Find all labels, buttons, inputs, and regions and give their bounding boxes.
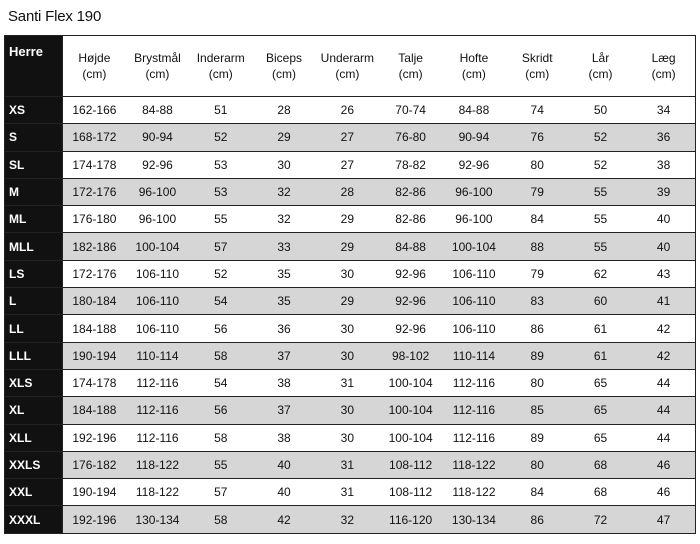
table-cell: 52 [189,260,252,287]
table-cell: 96-100 [126,178,189,205]
table-cell: 37 [252,342,315,369]
table-cell: 56 [189,397,252,424]
table-cell: 84-88 [379,233,442,260]
table-cell: 68 [569,479,632,506]
column-header [379,36,442,97]
size-label: MLL [5,233,63,260]
table-cell: 46 [632,451,695,478]
table-cell: 84 [506,479,569,506]
table-cell: 52 [189,124,252,151]
table-cell: 108-112 [379,479,442,506]
table-cell: 38 [632,151,695,178]
column-header [506,36,569,97]
table-cell: 61 [569,315,632,342]
column-header-unit: (cm) [335,67,360,81]
table-cell: 40 [252,451,315,478]
table-cell: 174-178 [63,369,126,396]
table-cell: 96-100 [442,178,505,205]
column-header [316,36,379,97]
table-row [5,342,696,369]
size-label: LS [5,260,63,287]
column-header-unit: (cm) [461,67,486,81]
table-cell: 55 [189,451,252,478]
header-row [5,36,696,97]
column-header-unit: (cm) [145,67,170,81]
table-cell: 44 [632,397,695,424]
table-cell: 37 [252,397,315,424]
size-chart-header [5,36,696,97]
table-cell: 100-104 [379,369,442,396]
table-cell: 62 [569,260,632,287]
table-cell: 118-122 [442,451,505,478]
size-label: XL [5,397,63,424]
table-cell: 172-176 [63,178,126,205]
table-cell: 40 [632,233,695,260]
table-cell: 53 [189,178,252,205]
table-cell: 38 [252,369,315,396]
table-cell: 30 [316,260,379,287]
table-cell: 80 [506,369,569,396]
table-cell: 29 [316,233,379,260]
table-cell: 54 [189,288,252,315]
table-cell: 65 [569,424,632,451]
table-cell: 70-74 [379,97,442,124]
table-cell: 92-96 [126,151,189,178]
corner-label: Herre [5,36,63,97]
table-cell: 34 [632,97,695,124]
table-cell: 96-100 [126,206,189,233]
size-label: XLS [5,369,63,396]
table-cell: 31 [316,369,379,396]
table-cell: 89 [506,424,569,451]
table-cell: 52 [569,124,632,151]
table-cell: 88 [506,233,569,260]
table-cell: 36 [252,315,315,342]
table-cell: 42 [252,506,315,533]
table-cell: 54 [189,369,252,396]
table-cell: 130-134 [126,506,189,533]
size-label: XXLS [5,451,63,478]
table-cell: 57 [189,479,252,506]
table-cell: 118-122 [126,451,189,478]
table-cell: 43 [632,260,695,287]
table-cell: 44 [632,369,695,396]
table-cell: 108-112 [379,451,442,478]
table-cell: 61 [569,342,632,369]
column-header-name: Skridt [521,51,553,65]
table-cell: 27 [316,124,379,151]
table-cell: 32 [252,178,315,205]
table-cell: 116-120 [379,506,442,533]
table-cell: 80 [506,451,569,478]
table-cell: 92-96 [379,315,442,342]
table-cell: 35 [252,260,315,287]
table-cell: 65 [569,397,632,424]
table-row [5,315,696,342]
size-chart-table [4,35,696,534]
table-cell: 30 [316,397,379,424]
table-cell: 52 [569,151,632,178]
table-row [5,233,696,260]
table-cell: 86 [506,506,569,533]
table-cell: 82-86 [379,178,442,205]
table-cell: 38 [252,424,315,451]
table-cell: 53 [189,151,252,178]
table-cell: 65 [569,369,632,396]
column-header-name: Højde [78,51,111,65]
column-header-unit: (cm) [82,67,107,81]
table-cell: 92-96 [379,288,442,315]
size-label: LL [5,315,63,342]
table-cell: 176-180 [63,206,126,233]
table-cell: 46 [632,479,695,506]
table-cell: 85 [506,397,569,424]
table-cell: 29 [316,206,379,233]
table-cell: 90-94 [126,124,189,151]
table-cell: 82-86 [379,206,442,233]
table-cell: 184-188 [63,315,126,342]
table-cell: 84 [506,206,569,233]
table-cell: 112-116 [442,424,505,451]
column-header-unit: (cm) [525,67,550,81]
table-cell: 106-110 [442,260,505,287]
table-cell: 72 [569,506,632,533]
table-cell: 58 [189,342,252,369]
table-cell: 106-110 [442,288,505,315]
table-cell: 30 [316,342,379,369]
table-cell: 55 [569,233,632,260]
table-cell: 79 [506,260,569,287]
table-cell: 100-104 [126,233,189,260]
table-row [5,451,696,478]
table-row [5,288,696,315]
table-cell: 32 [252,206,315,233]
table-cell: 35 [252,288,315,315]
size-label: M [5,178,63,205]
table-row [5,124,696,151]
column-header [63,36,126,97]
table-cell: 60 [569,288,632,315]
table-cell: 112-116 [126,369,189,396]
table-cell: 176-182 [63,451,126,478]
size-label: XXXL [5,506,63,533]
table-cell: 172-176 [63,260,126,287]
table-cell: 182-186 [63,233,126,260]
table-cell: 83 [506,288,569,315]
table-cell: 55 [569,206,632,233]
table-cell: 110-114 [442,342,505,369]
table-cell: 36 [632,124,695,151]
column-header-unit: (cm) [588,67,613,81]
table-cell: 106-110 [126,315,189,342]
table-cell: 118-122 [126,479,189,506]
table-cell: 96-100 [442,206,505,233]
table-row [5,260,696,287]
column-header-unit: (cm) [651,67,676,81]
table-row [5,97,696,124]
column-header-name: Talje [398,51,423,65]
table-cell: 30 [316,315,379,342]
table-cell: 90-94 [442,124,505,151]
table-row [5,506,696,533]
table-cell: 55 [189,206,252,233]
table-cell: 112-116 [126,397,189,424]
page-title: Santi Flex 190 [8,8,102,25]
table-cell: 112-116 [126,424,189,451]
table-cell: 40 [632,206,695,233]
table-cell: 106-110 [442,315,505,342]
table-cell: 42 [632,342,695,369]
table-cell: 184-188 [63,397,126,424]
table-cell: 30 [316,424,379,451]
size-chart-body [5,97,696,534]
column-header [442,36,505,97]
table-cell: 28 [252,97,315,124]
table-cell: 26 [316,97,379,124]
column-header-name: Brystmål [134,51,181,65]
size-label: LLL [5,342,63,369]
table-row [5,479,696,506]
table-cell: 192-196 [63,506,126,533]
table-cell: 31 [316,479,379,506]
table-cell: 42 [632,315,695,342]
table-cell: 41 [632,288,695,315]
table-row [5,424,696,451]
size-label: XXL [5,479,63,506]
column-header-name: Underarm [320,51,375,65]
table-cell: 112-116 [442,397,505,424]
table-cell: 92-96 [379,260,442,287]
table-cell: 68 [569,451,632,478]
table-cell: 168-172 [63,124,126,151]
table-cell: 98-102 [379,342,442,369]
size-label: ML [5,206,63,233]
table-cell: 74 [506,97,569,124]
table-cell: 130-134 [442,506,505,533]
table-cell: 40 [252,479,315,506]
table-cell: 84-88 [126,97,189,124]
table-cell: 106-110 [126,288,189,315]
table-cell: 58 [189,506,252,533]
table-row [5,397,696,424]
table-cell: 89 [506,342,569,369]
table-cell: 47 [632,506,695,533]
table-cell: 79 [506,178,569,205]
column-header-name: Inderarm [196,51,245,65]
size-label: XS [5,97,63,124]
table-cell: 78-82 [379,151,442,178]
table-cell: 29 [252,124,315,151]
table-row [5,369,696,396]
column-header [126,36,189,97]
table-row [5,206,696,233]
table-cell: 174-178 [63,151,126,178]
table-cell: 76 [506,124,569,151]
table-cell: 86 [506,315,569,342]
size-label: SL [5,151,63,178]
table-cell: 190-194 [63,342,126,369]
table-cell: 51 [189,97,252,124]
table-cell: 55 [569,178,632,205]
table-cell: 84-88 [442,97,505,124]
column-header-unit: (cm) [208,67,233,81]
table-cell: 118-122 [442,479,505,506]
table-cell: 80 [506,151,569,178]
table-cell: 110-114 [126,342,189,369]
size-label: L [5,288,63,315]
table-cell: 76-80 [379,124,442,151]
table-cell: 27 [316,151,379,178]
column-header-name: Biceps [266,51,303,65]
column-header [569,36,632,97]
column-header-name: Lår [591,51,610,65]
table-row [5,178,696,205]
table-cell: 39 [632,178,695,205]
column-header-name: Læg [651,51,676,65]
table-cell: 50 [569,97,632,124]
table-cell: 100-104 [379,397,442,424]
table-cell: 57 [189,233,252,260]
column-header [252,36,315,97]
column-header [189,36,252,97]
size-label: XLL [5,424,63,451]
table-row [5,151,696,178]
table-cell: 29 [316,288,379,315]
table-cell: 44 [632,424,695,451]
column-header-name: Hofte [459,51,489,65]
table-cell: 58 [189,424,252,451]
table-cell: 92-96 [442,151,505,178]
table-cell: 106-110 [126,260,189,287]
size-label: S [5,124,63,151]
table-cell: 100-104 [442,233,505,260]
table-cell: 32 [316,506,379,533]
table-cell: 190-194 [63,479,126,506]
column-header [632,36,695,97]
column-header-unit: (cm) [272,67,297,81]
table-cell: 33 [252,233,315,260]
table-cell: 56 [189,315,252,342]
column-header-unit: (cm) [398,67,423,81]
table-cell: 180-184 [63,288,126,315]
table-cell: 28 [316,178,379,205]
table-cell: 162-166 [63,97,126,124]
table-cell: 30 [252,151,315,178]
table-cell: 31 [316,451,379,478]
table-cell: 112-116 [442,369,505,396]
table-cell: 100-104 [379,424,442,451]
table-cell: 192-196 [63,424,126,451]
